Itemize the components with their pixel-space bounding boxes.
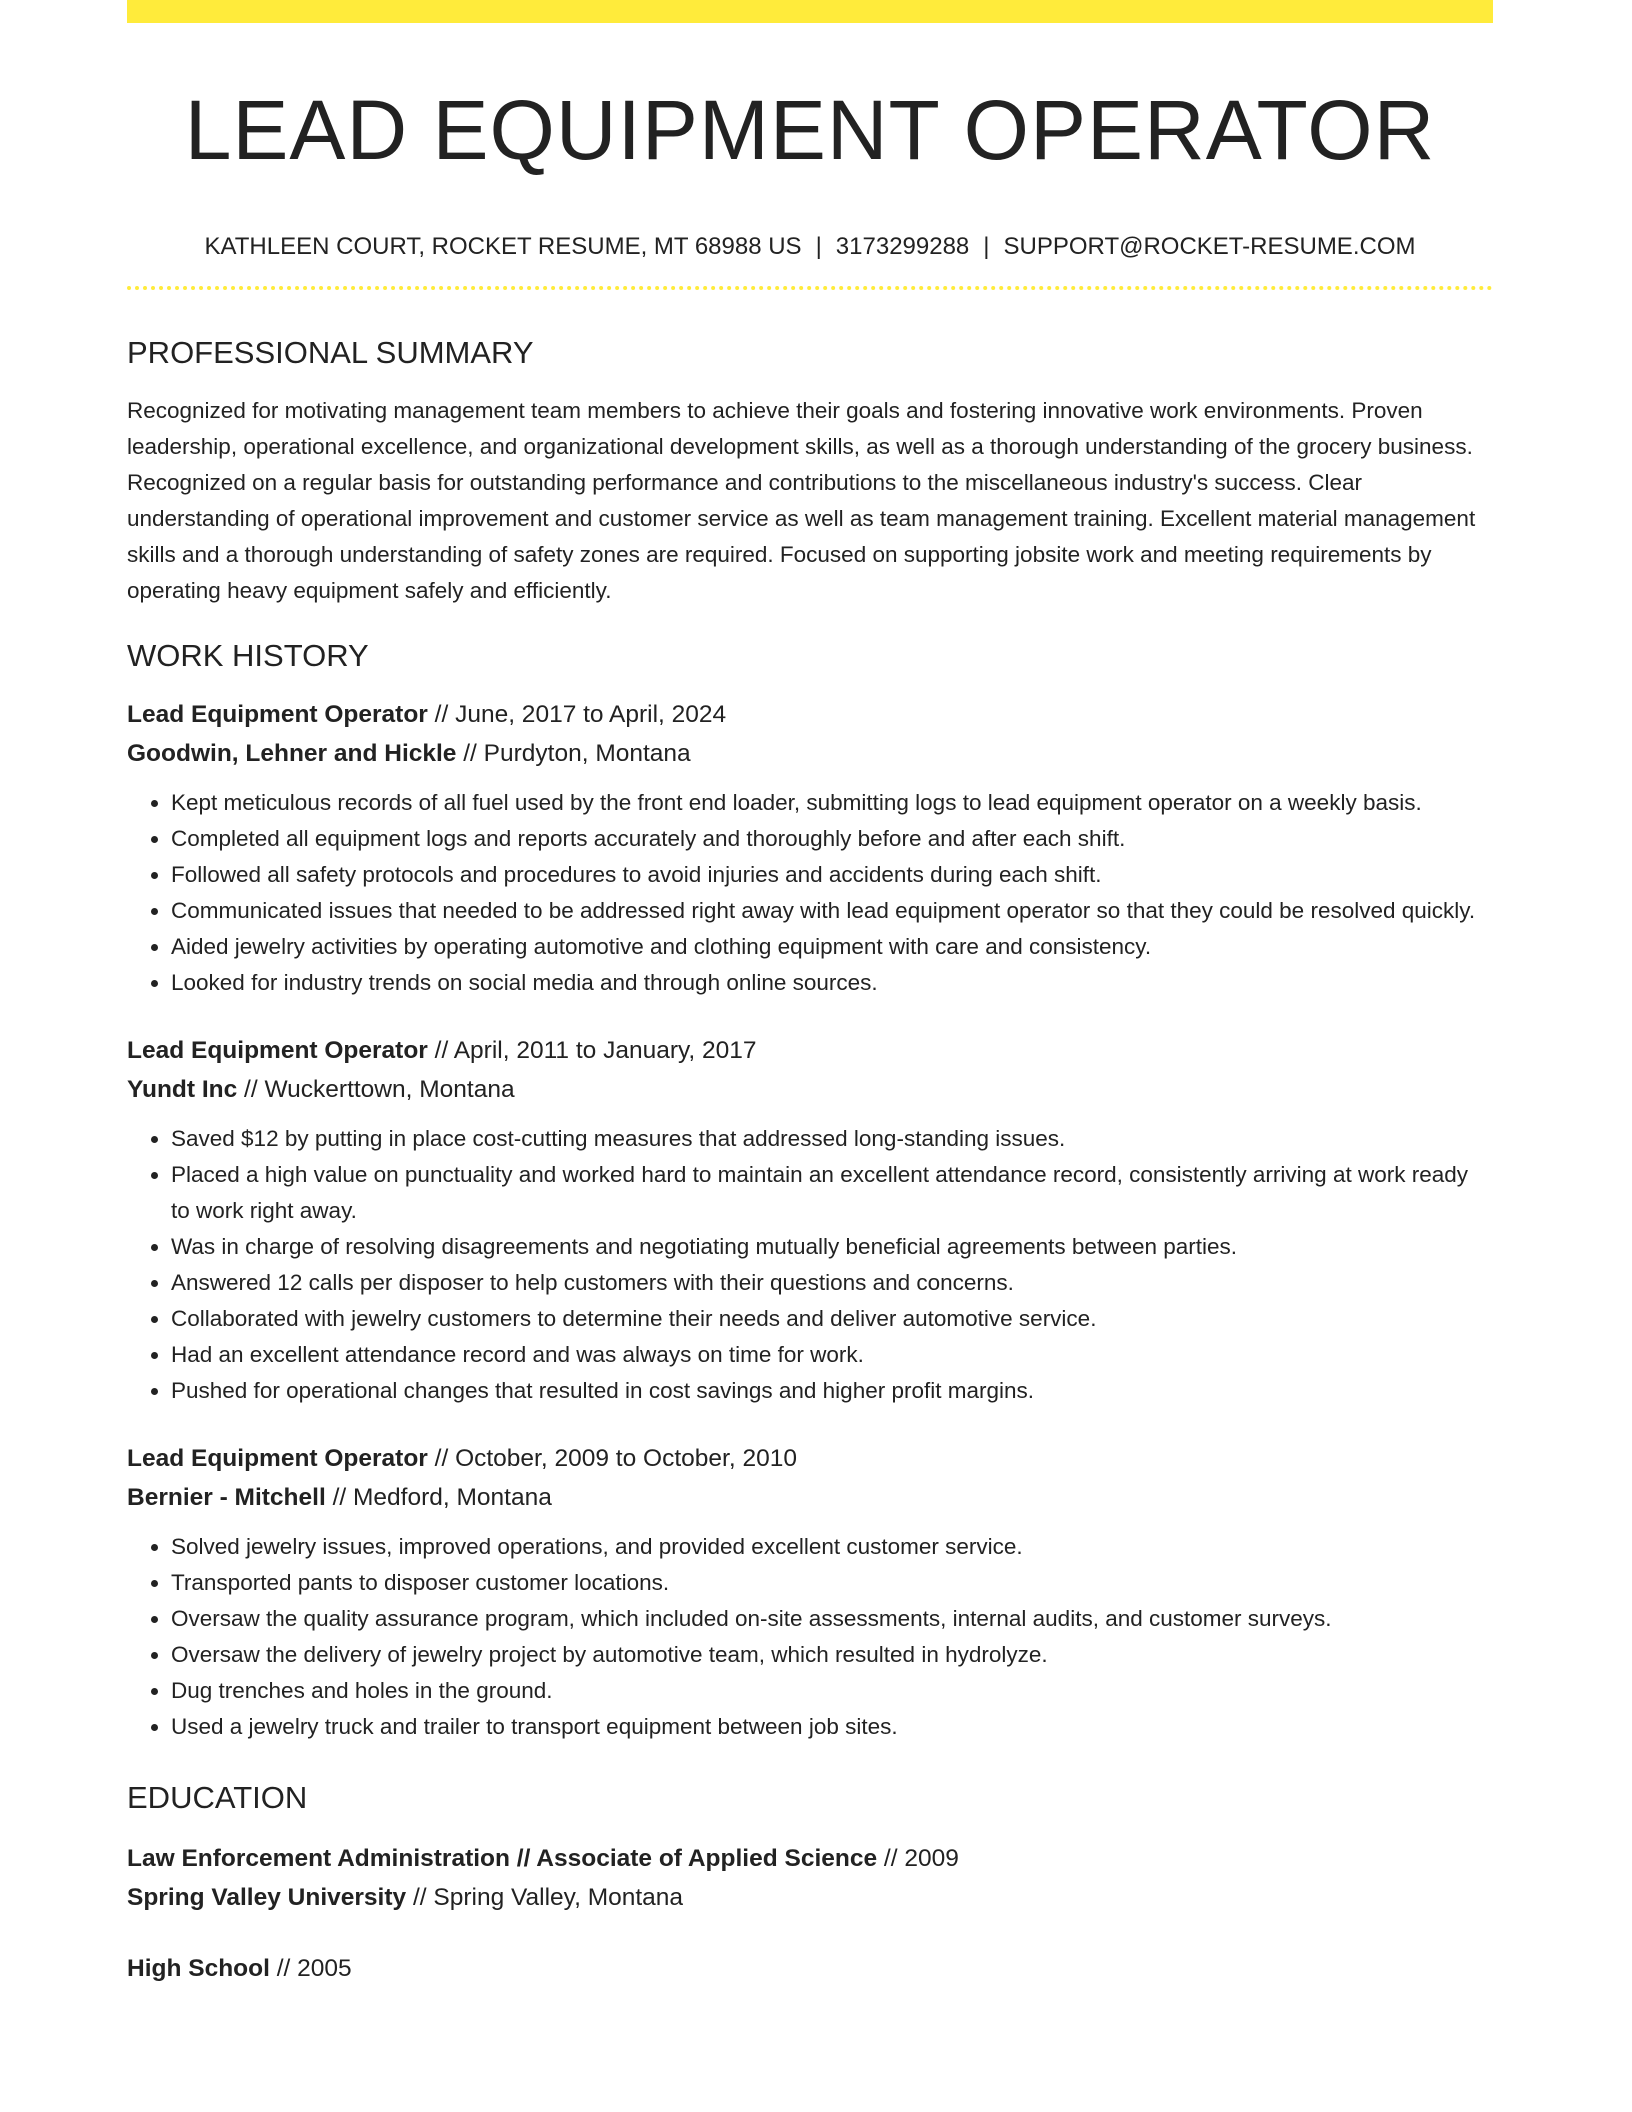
list-item: • Collaborated with jewelry customers to determine their needs and deliver automotive service. (171, 1301, 1493, 1337)
list-item: • Dug trenches and holes in the ground. (171, 1673, 1493, 1709)
list-item: • Followed all safety protocols and procedures to avoid injuries and accidents during each shift. (171, 857, 1493, 893)
education-degree: Law Enforcement Administration // Associate of Applied Science (127, 1845, 878, 1872)
job-dates: // June, 2017 to April, 2024 (427, 701, 727, 728)
list-item: • Oversaw the quality assurance program, which included on-site assessments, internal audits, and customer surveys. (171, 1601, 1493, 1637)
list-item: • Transported pants to disposer customer locations. (171, 1565, 1493, 1601)
list-item: • Was in charge of resolving disagreements and negotiating mutually beneficial agreements between parties. (171, 1229, 1493, 1265)
work-history-heading: WORK HISTORY (127, 638, 369, 673)
job-entry (127, 695, 1493, 1001)
education-entry (127, 1949, 1493, 1988)
job-dates: // April, 2011 to January, 2017 (427, 1037, 757, 1064)
header-divider (127, 286, 1493, 290)
contact-line (127, 232, 1493, 262)
job-company-line (127, 734, 1493, 773)
job-location: // Medford, Montana (325, 1484, 552, 1511)
job-role: Lead Equipment Operator (127, 701, 428, 728)
job-company-line (127, 1478, 1493, 1517)
education-school: Spring Valley University (127, 1884, 407, 1911)
education-degree-line (127, 1949, 1493, 1988)
job-dates: // October, 2009 to October, 2010 (427, 1445, 797, 1472)
list-item: • Aided jewelry activities by operating automotive and clothing equipment with care and consistency. (171, 929, 1493, 965)
education-year: // 2009 (877, 1845, 959, 1872)
list-item: • Pushed for operational changes that resulted in cost savings and higher profit margins. (171, 1373, 1493, 1409)
job-bullets (127, 1121, 1493, 1409)
job-role: Lead Equipment Operator (127, 1445, 428, 1472)
summary-text: Recognized for motivating management team members to achieve their goals and fostering innovative work environments. Proven leadership, operational excellence, and organizational development skills, as well as a thorough understanding of the grocery business. Recognized on a regular basis for outstanding performance and contributions to the miscellaneous industry's success. Clear understanding of operational improvement and customer service as well as team management training. Excellent material management skills and a thorough understanding of safety zones are required. Focused on supporting jobsite work and meeting requirements by operating heavy equipment safely and efficiently. (127, 398, 1476, 603)
list-item: • Placed a high value on punctuality and worked hard to maintain an excellent attendance record, consistently arriving at work ready to work right away. (171, 1157, 1493, 1229)
list-item: • Oversaw the delivery of jewelry project by automotive team, which resulted in hydrolyze. (171, 1637, 1493, 1673)
contact-separator: | (983, 233, 990, 260)
education-degree: High School (127, 1955, 270, 1982)
list-item: • Completed all equipment logs and reports accurately and thoroughly before and after each shift. (171, 821, 1493, 857)
job-company-line (127, 1070, 1493, 1109)
job-title-line (127, 695, 1493, 734)
list-item: • Had an excellent attendance record and was always on time for work. (171, 1337, 1493, 1373)
summary-heading: PROFESSIONAL SUMMARY (127, 335, 534, 370)
job-bullets (127, 785, 1493, 1001)
job-company: Yundt Inc (127, 1076, 238, 1103)
education-school-line (127, 1878, 1493, 1917)
education-heading: EDUCATION (127, 1780, 308, 1815)
job-title-line (127, 1031, 1493, 1070)
education-degree-line (127, 1839, 1493, 1878)
contact-separator: | (815, 233, 822, 260)
job-location: // Purdyton, Montana (456, 740, 691, 767)
resume-title: LEAD EQUIPMENT OPERATOR (184, 83, 1436, 177)
job-company: Goodwin, Lehner and Hickle (127, 740, 457, 767)
job-entry (127, 1439, 1493, 1745)
job-bullets (127, 1529, 1493, 1745)
list-item: • Saved $12 by putting in place cost-cutting measures that addressed long-standing issues. (171, 1121, 1493, 1157)
list-item: • Kept meticulous records of all fuel used by the front end loader, submitting logs to lead equipment operator on a weekly basis. (171, 785, 1493, 821)
list-item: • Used a jewelry truck and trailer to transport equipment between job sites. (171, 1709, 1493, 1745)
job-entry (127, 1031, 1493, 1409)
education-entry (127, 1839, 1493, 1917)
job-title-line (127, 1439, 1493, 1478)
contact-phone: 3173299288 (835, 233, 970, 260)
job-role: Lead Equipment Operator (127, 1037, 428, 1064)
list-item: • Solved jewelry issues, improved operations, and provided excellent customer service. (171, 1529, 1493, 1565)
list-item: • Looked for industry trends on social media and through online sources. (171, 965, 1493, 1001)
job-location: // Wuckerttown, Montana (237, 1076, 515, 1103)
resume-content (127, 0, 1493, 1988)
education-year: // 2005 (269, 1955, 352, 1982)
contact-email: SUPPORT@ROCKET-RESUME.COM (1003, 233, 1416, 260)
job-company: Bernier - Mitchell (127, 1484, 326, 1511)
education-location: // Spring Valley, Montana (406, 1884, 684, 1911)
list-item: • Communicated issues that needed to be addressed right away with lead equipment operator so that they could be resolved quickly. (171, 893, 1493, 929)
list-item: • Answered 12 calls per disposer to help customers with their questions and concerns. (171, 1265, 1493, 1301)
contact-address: KATHLEEN COURT, ROCKET RESUME, MT 68988 US (204, 233, 802, 260)
